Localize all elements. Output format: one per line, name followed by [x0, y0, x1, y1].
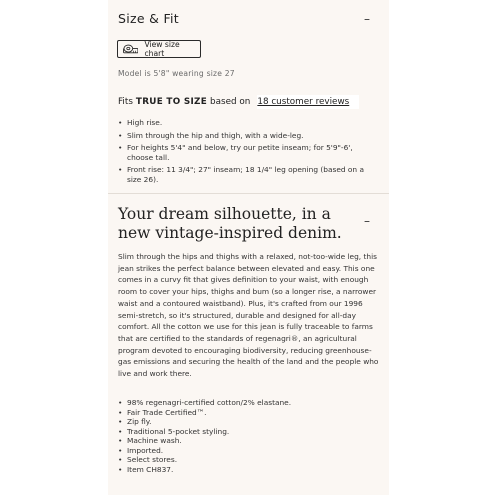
view-size-chart-button[interactable] [117, 40, 201, 58]
list-item: • Slim through the hip and thigh, with a wide-leg. [118, 131, 378, 141]
fit-value: TRUE TO SIZE [135, 97, 208, 107]
model-size-info: Model is 5'8" wearing size 27 [118, 69, 235, 78]
product-headline: Your dream silhouette, in a new vintage-inspired denim. [118, 205, 342, 242]
list-item: • Front rise: 11 3/4"; 27" inseam; 18 1/4" leg opening (based on a size 26). [118, 165, 378, 184]
list-item: • Machine wash. [118, 436, 378, 446]
list-item: • High rise. [118, 118, 378, 128]
fit-details-list [118, 118, 378, 187]
product-details-collapse-toggle[interactable]: – [364, 214, 370, 228]
product-features-list [118, 398, 378, 474]
list-item: • Select stores. [118, 455, 378, 465]
ruler-icon [123, 44, 138, 54]
list-item: • Traditional 5-pocket styling. [118, 427, 378, 437]
customer-reviews-link[interactable]: 18 customer reviews [257, 95, 359, 109]
size-fit-title: Size & Fit [118, 11, 180, 26]
section-divider [108, 193, 389, 194]
list-item: • Imported. [118, 446, 378, 456]
list-item: • Item CH837. [118, 465, 378, 475]
size-fit-section [108, 0, 389, 193]
list-item: • For heights 5'4" and below, try our petite inseam; for 5'9"-6', choose tall. [118, 143, 378, 162]
size-fit-collapse-toggle[interactable]: – [364, 12, 370, 26]
view-size-chart-label: View size chart [144, 40, 180, 58]
product-details-panel [108, 0, 389, 495]
list-item: • Fair Trade Certified™. [118, 408, 378, 418]
list-item: • 98% regenagri-certified cotton/2% elastane. [118, 398, 378, 408]
product-description: Slim through the hips and thighs with a relaxed, not-too-wide leg, this jean strikes the perfect balance between elevated and easy. This one comes in a curvy fit that gives definition to your waist, with enough room to cover your hips, thighs and bum (so a longer rise, a narrower waist and a contoured waistband). Plus, it's crafted from our 1996 semi-stretch, so it's structured, durable and designed for all-day comfort. All the cotton we use for this jean is fully traceable to farms that are certified to the standards of regenagri®, an agricultural program devoted to encouraging biodiversity, reducing greenhouse-gas emissions and securing the health of the land and the people who live and work there. [118, 252, 379, 379]
fit-suffix: based on [210, 97, 251, 107]
fit-summary [118, 95, 359, 109]
fit-prefix: Fits [118, 97, 133, 107]
list-item: • Zip fly. [118, 417, 378, 427]
